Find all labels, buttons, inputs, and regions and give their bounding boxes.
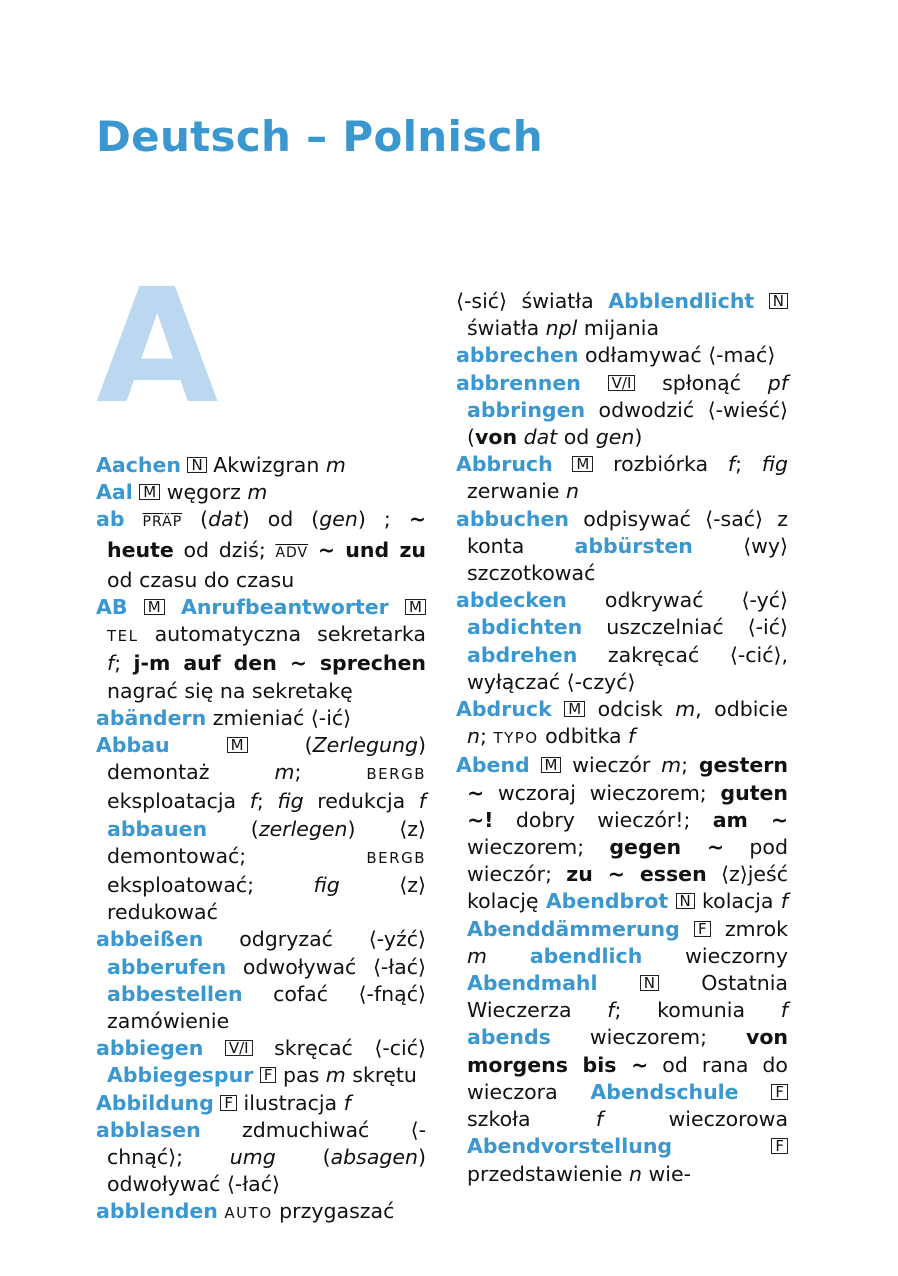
field-label: AUTO xyxy=(224,1204,273,1223)
phrase: ~ heute xyxy=(107,507,426,562)
entry-text: wieczorny xyxy=(642,943,788,968)
headword: abendlich xyxy=(529,943,643,968)
grammar-label: m xyxy=(467,943,487,968)
gender-box: F xyxy=(220,1095,237,1111)
grammar-label: n xyxy=(467,724,480,749)
entry-text: zdmuchiwać ⟨-chnąć⟩; xyxy=(107,1117,426,1170)
entry-text: wieczorowa xyxy=(603,1107,789,1132)
entry-text: wieczorem; xyxy=(467,835,610,860)
entry-text: odwoływać ⟨-łać⟩ xyxy=(226,954,426,979)
entry-text xyxy=(754,289,769,313)
entry-text: przygaszać xyxy=(272,1199,395,1224)
headword: abblasen xyxy=(96,1117,201,1142)
dictionary-entry xyxy=(456,587,788,696)
headword: Abendbrot xyxy=(545,889,669,914)
phrase: zu ~ essen xyxy=(566,862,707,887)
entry-text: ; xyxy=(735,452,762,477)
grammar-label: absagen xyxy=(330,1145,419,1170)
gender-box: M xyxy=(227,737,248,753)
grammar-label: m xyxy=(247,480,268,505)
grammar-label: n xyxy=(629,1161,642,1186)
entry-text xyxy=(672,1134,771,1158)
grammar-label: m xyxy=(675,697,696,722)
entry-text xyxy=(553,452,573,476)
grammar-label: fig xyxy=(761,452,788,477)
entry-text: ; xyxy=(256,789,278,814)
headword: Aachen xyxy=(96,453,181,477)
phrase: gestern ~ xyxy=(467,753,788,805)
entry-text: od czasu do czasu xyxy=(107,567,295,592)
gender-box: M xyxy=(139,484,160,500)
phrase: j-m auf den ~ sprechen xyxy=(133,651,426,676)
entry-text: skrętu xyxy=(345,1063,417,1088)
headword: abberufen xyxy=(107,954,227,979)
headword: Abendvorstellung xyxy=(467,1134,673,1159)
gender-box: F xyxy=(694,921,711,937)
entry-text: odkrywać ⟨-yć⟩ xyxy=(566,588,788,613)
entry-text: ; xyxy=(681,753,699,778)
grammar-label: f xyxy=(628,724,636,749)
gender-box: F xyxy=(260,1067,277,1083)
phrase: am ~ xyxy=(712,807,788,832)
entry-text: światła xyxy=(467,316,546,341)
entry-text: ⟨z⟩redukować xyxy=(107,873,426,925)
entry-text: odwodzić ⟨-wieść⟩ ( xyxy=(467,397,788,450)
headword: Abenddämmerung xyxy=(467,916,680,941)
entry-text: nagrać się na sekretakę xyxy=(107,678,353,703)
grammar-label: m xyxy=(661,753,682,778)
dictionary-entry xyxy=(96,732,426,926)
gender-box: M xyxy=(541,757,562,773)
headword: Abbau xyxy=(96,733,170,758)
headword: abbestellen xyxy=(107,981,243,1006)
entry-text: wie- xyxy=(642,1161,691,1186)
entry-text: ; xyxy=(480,724,494,749)
entry-text: wieczorem; xyxy=(550,1025,746,1050)
entry-text: odbitka xyxy=(538,724,629,749)
entry-text: od xyxy=(557,425,596,450)
headword: Abendmahl xyxy=(467,971,598,996)
entry-text xyxy=(487,944,530,968)
entry-text: eksploatacja xyxy=(107,789,250,814)
grammar-label: dat xyxy=(208,507,242,532)
grammar-label: fig xyxy=(313,873,340,898)
gender-box: F xyxy=(771,1084,788,1100)
grammar-label: f xyxy=(780,889,788,914)
grammar-label: f xyxy=(595,1107,604,1132)
headword: Abbildung xyxy=(96,1090,214,1115)
gender-box: N xyxy=(676,893,695,909)
gender-box: M xyxy=(564,701,585,717)
grammar-label: dat xyxy=(523,425,558,450)
dictionary-entry xyxy=(456,342,788,369)
page-title: Deutsch – Polnisch xyxy=(96,112,543,161)
entry-text xyxy=(170,733,227,757)
grammar-label: npl xyxy=(545,316,578,341)
headword: abbiegen xyxy=(96,1036,204,1061)
headword: abbrennen xyxy=(456,370,581,395)
headword: abbringen xyxy=(467,397,586,422)
dictionary-entry xyxy=(96,1198,426,1227)
dictionary-entry xyxy=(456,370,788,452)
entry-text: odpisywać ⟨-sać⟩ z konta xyxy=(467,506,788,558)
dictionary-entry xyxy=(96,479,426,506)
headword: abbeißen xyxy=(96,927,204,952)
headword: Abbiegespur xyxy=(107,1063,254,1088)
headword: Anrufbeantworter xyxy=(180,595,389,620)
entry-text: ; komunia xyxy=(614,998,781,1023)
entry-text: szkoła xyxy=(467,1107,596,1132)
entry-text xyxy=(680,917,694,941)
dictionary-entry xyxy=(456,696,788,752)
grammar-label: gen xyxy=(319,507,358,532)
headword: Abendschule xyxy=(590,1079,739,1104)
entry-text xyxy=(581,371,608,395)
grammar-label: f xyxy=(418,789,427,814)
entry-text xyxy=(125,507,143,531)
dictionary-entry xyxy=(96,1035,426,1089)
gender-box: M xyxy=(405,599,426,615)
grammar-label: m xyxy=(274,760,295,785)
entry-text: automatyczna sekretarka xyxy=(138,622,426,647)
entry-text: przedstawienie xyxy=(467,1161,629,1186)
grammar-label: Zerlegung xyxy=(312,733,418,758)
grammar-label: m xyxy=(325,1063,346,1088)
entry-text: zmrok xyxy=(710,916,788,941)
entry-text: zmieniać ⟨-ić⟩ xyxy=(206,705,352,730)
entry-text: Akwizgran xyxy=(206,453,326,477)
grammar-label: f xyxy=(780,998,788,1023)
entry-text: ) xyxy=(634,425,643,450)
entry-text xyxy=(598,971,640,995)
grammar-label: f xyxy=(607,998,615,1023)
entry-text: redukcja xyxy=(303,789,419,814)
grammar-label: gen xyxy=(595,425,635,450)
headword: abbürsten xyxy=(574,533,693,558)
gender-box: V/I xyxy=(608,375,636,391)
headword: abbuchen xyxy=(456,506,570,531)
entry-text: ( xyxy=(275,1145,331,1170)
entry-text: , odbicie xyxy=(695,697,789,722)
dictionary-column-left xyxy=(96,452,426,1228)
entry-text: spłonąć xyxy=(635,370,768,395)
entry-text xyxy=(165,595,181,619)
dictionary-entry xyxy=(96,506,426,594)
entry-text xyxy=(389,595,405,619)
grammar-label: pf xyxy=(767,370,788,395)
entry-text xyxy=(128,595,144,619)
gender-box: N xyxy=(769,293,788,309)
field-label: TYPO xyxy=(493,729,539,748)
dictionary-entry xyxy=(96,705,426,732)
entry-text: zerwanie xyxy=(467,479,566,504)
dictionary-entry xyxy=(456,288,788,342)
entry-text: cofać ⟨-fnąć⟩ zamówienie xyxy=(107,981,426,1034)
dictionary-entry xyxy=(456,451,788,505)
headword: abdecken xyxy=(456,588,567,613)
entry-text: ) ; xyxy=(357,507,409,532)
headword: abends xyxy=(467,1025,551,1050)
grammar-label: f xyxy=(107,651,115,676)
gender-box: V/I xyxy=(225,1040,253,1056)
gender-box: M xyxy=(572,456,593,472)
entry-text xyxy=(552,697,564,721)
entry-text: ⟨wy⟩szczotkować xyxy=(467,533,788,586)
entry-text: ⟨z⟩jeść kolację xyxy=(467,862,788,914)
headword: abblenden xyxy=(96,1199,218,1224)
grammar-label: umg xyxy=(229,1145,276,1170)
entry-text: dobry wieczór!; xyxy=(493,807,713,832)
entry-text: zakręcać ⟨-cić⟩, wyłączać ⟨-czyć⟩ xyxy=(467,642,788,694)
dictionary-entry xyxy=(96,594,426,705)
headword: Aal xyxy=(96,480,133,505)
entry-text: ; xyxy=(294,760,367,785)
entry-text: ) ⟨z⟩demontować; xyxy=(107,816,426,868)
entry-text: ilustracja xyxy=(236,1090,344,1115)
dictionary-entry xyxy=(456,752,788,1187)
headword: Abdruck xyxy=(456,697,552,722)
entry-text: eksploatować; xyxy=(107,873,314,898)
entry-text: ⟨-sić⟩ światła xyxy=(456,289,609,313)
grammar-label: zerlegen xyxy=(258,816,348,841)
entry-text xyxy=(203,1036,225,1060)
entry-text: odgryzać ⟨-yźć⟩ xyxy=(203,927,426,952)
entry-text: ( xyxy=(207,816,259,841)
section-letter: A xyxy=(96,255,219,439)
entry-text: skręcać ⟨-cić⟩ xyxy=(252,1036,426,1061)
grammar-label: m xyxy=(325,453,346,477)
entry-text xyxy=(530,753,541,777)
entry-text xyxy=(308,538,318,562)
headword: abbauen xyxy=(107,816,208,841)
gender-box: F xyxy=(771,1138,788,1154)
entry-text: pas xyxy=(276,1063,326,1088)
phrase: von xyxy=(475,425,518,450)
dictionary-entry xyxy=(96,1090,426,1117)
headword: abbrechen xyxy=(456,343,579,368)
entry-text: odcisk xyxy=(585,697,676,722)
dictionary-column-right xyxy=(456,288,788,1188)
entry-text: ) od ( xyxy=(241,507,320,532)
pos-label: $\overline{ADV}$ xyxy=(275,544,309,561)
gender-box: M xyxy=(144,599,165,615)
entry-text xyxy=(739,1080,772,1104)
entry-text: ( xyxy=(182,507,209,532)
entry-text: wczoraj wieczorem; xyxy=(484,780,721,805)
pos-label: PRÄP xyxy=(142,514,183,531)
entry-text: odłamywać ⟨-mać⟩ xyxy=(578,343,776,368)
entry-text: ; xyxy=(114,651,134,676)
entry-text: rozbiórka xyxy=(593,452,728,477)
grammar-label: f xyxy=(727,452,736,477)
dictionary-entry xyxy=(96,452,426,479)
field-label: TEL xyxy=(107,627,139,646)
gender-box: N xyxy=(640,975,659,991)
entry-text: kolacja xyxy=(694,889,781,914)
phrase: gegen ~ xyxy=(609,835,725,860)
dictionary-entry xyxy=(456,506,788,588)
field-label: BERGB xyxy=(366,848,426,867)
entry-text: ) odwoływać ⟨-łać⟩ xyxy=(107,1145,427,1197)
entry-text: ( xyxy=(247,733,313,758)
dictionary-entry xyxy=(96,926,426,1035)
phrase: ~ und zu xyxy=(317,537,426,562)
entry-text: Ostatnia Wieczerza xyxy=(467,971,788,1023)
headword: ab xyxy=(96,507,125,532)
entry-text: pod wieczór; xyxy=(467,835,788,887)
entry-text: od dziś; xyxy=(173,537,276,562)
entry-text: węgorz xyxy=(160,480,248,505)
grammar-label: f xyxy=(343,1090,351,1115)
entry-text: mijania xyxy=(577,316,660,341)
phrase: von morgens bis ~ xyxy=(467,1025,788,1077)
headword: Abend xyxy=(456,753,530,778)
headword: Abblendlicht xyxy=(608,289,755,313)
headword: AB xyxy=(96,595,128,620)
phrase: guten ~! xyxy=(467,780,788,832)
grammar-label: fig xyxy=(277,789,304,814)
headword: abdichten xyxy=(467,615,583,640)
grammar-label: f xyxy=(249,789,257,814)
entry-text: ) demontaż xyxy=(107,733,426,785)
entry-text: wieczór xyxy=(561,753,662,778)
entry-text xyxy=(668,889,675,913)
headword: abdrehen xyxy=(467,642,578,667)
grammar-label: n xyxy=(565,479,579,504)
headword: abändern xyxy=(96,705,207,730)
gender-box: N xyxy=(187,457,206,473)
headword: Abbruch xyxy=(456,452,553,477)
entry-text: od rana do wieczora xyxy=(467,1052,788,1104)
dictionary-entry xyxy=(96,1117,426,1199)
entry-text: uszczelniać ⟨-ić⟩ xyxy=(582,615,788,640)
field-label: BERGB xyxy=(366,765,426,784)
